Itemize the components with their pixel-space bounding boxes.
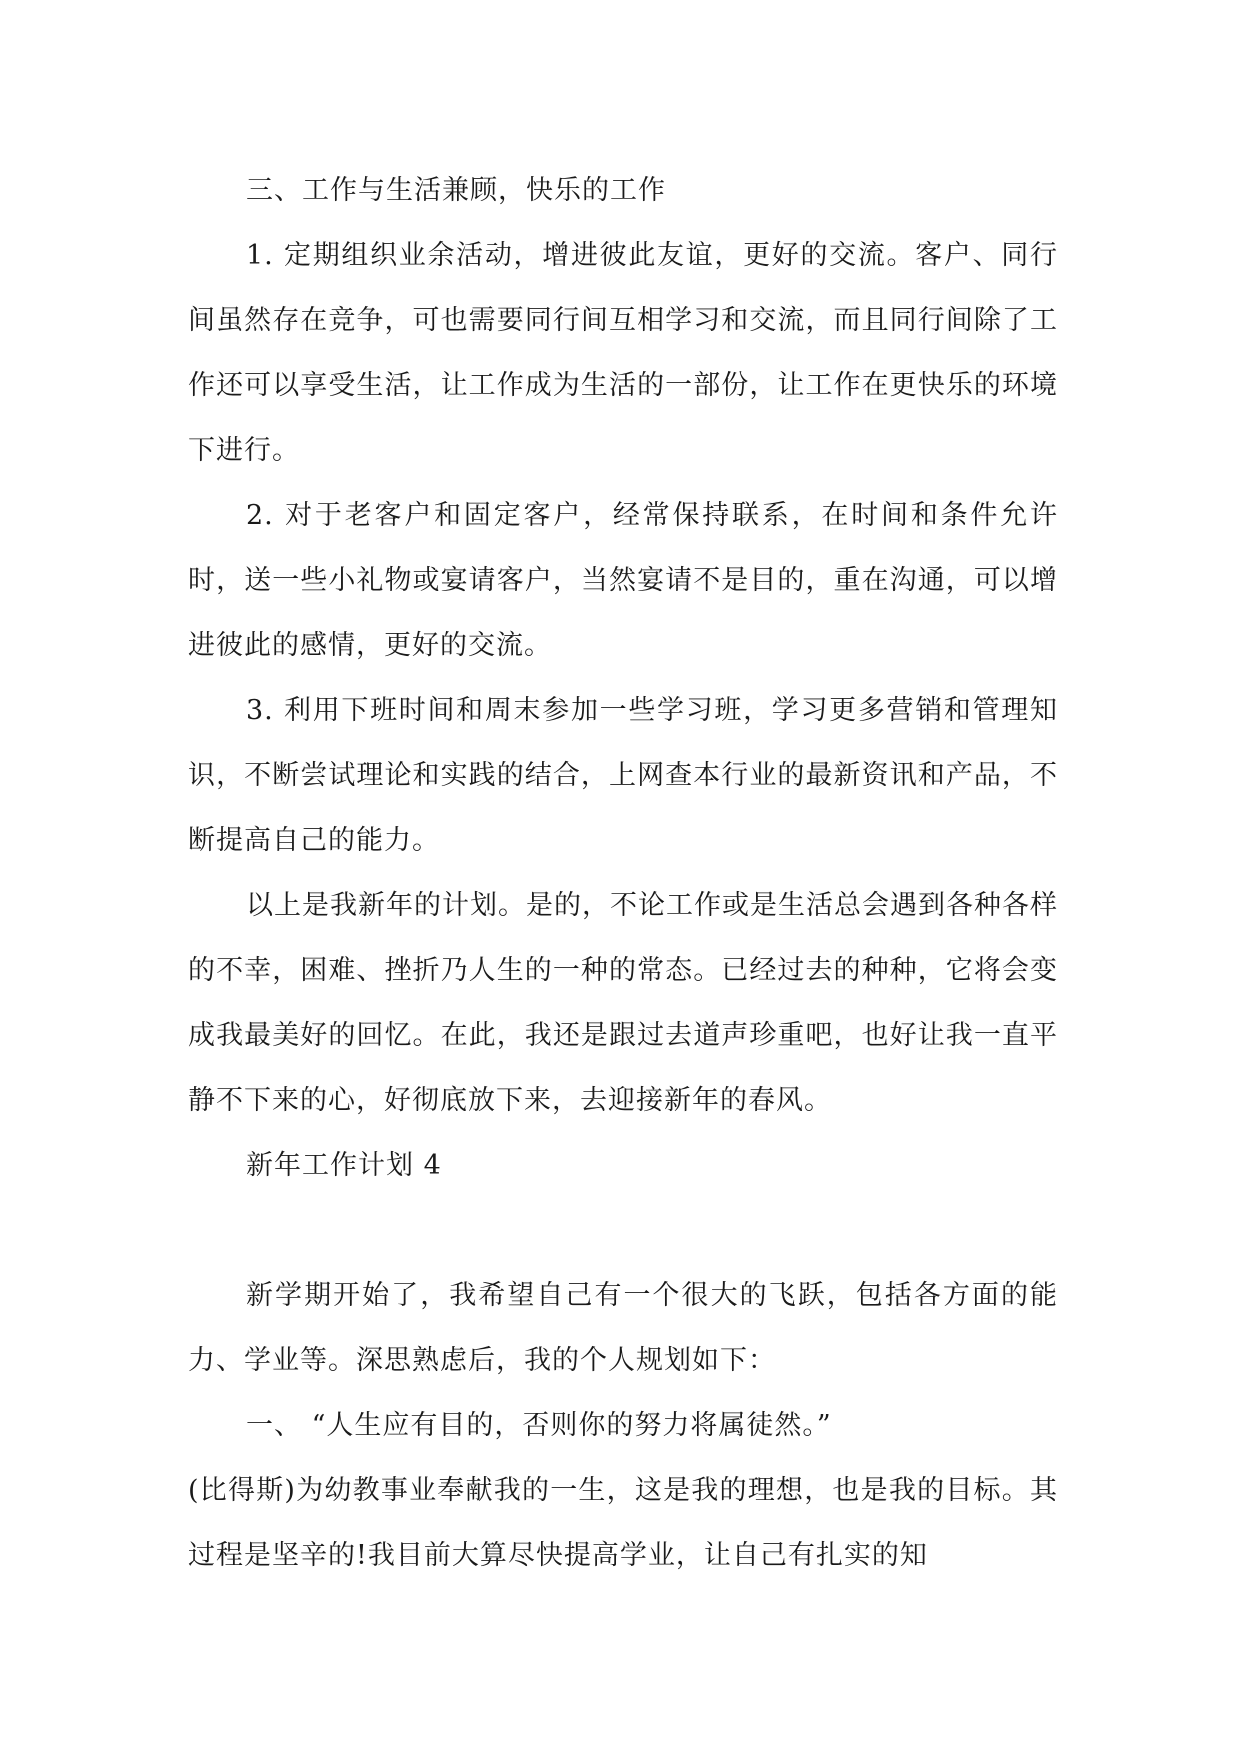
section-heading-work-life: 三、工作与生活兼顾，快乐的工作 — [246, 175, 666, 206]
paragraph-intro: 新学期开始了，我希望自己有一个很大的飞跃，包括各方面的能力、学业等。深思熟虑后，我的个人规划如下： — [188, 1280, 1058, 1376]
paragraph-goal: (比得斯)为幼教事业奉献我的一生，这是我的理想，也是我的目标。其过程是坚辛的!我目前大算尽快提高学业，让自己有扎实的知 — [188, 1475, 1058, 1571]
section-title-plan-4: 新年工作计划 4 — [246, 1150, 442, 1181]
paragraph-item-1: 1. 定期组织业余活动，增进彼此友谊，更好的交流。客户、同行间虽然存在竞争，可也需要同行间互相学习和交流，而且同行间除了工作还可以享受生活，让工作成为生活的一部份，让工作在更快乐的环境下进行。 — [188, 240, 1058, 466]
blank-line — [188, 1198, 1058, 1263]
paragraph-item-3: 3. 利用下班时间和周末参加一些学习班，学习更多营销和管理知识，不断尝试理论和实践的结合，上网查本行业的最新资讯和产品，不断提高自己的能力。 — [188, 695, 1058, 856]
paragraph-item-2: 2. 对于老客户和固定客户，经常保持联系，在时间和条件允许时，送一些小礼物或宴请客户，当然宴请不是目的，重在沟通，可以增进彼此的感情，更好的交流。 — [188, 500, 1058, 661]
paragraph-quote: 一、 “人生应有目的，否则你的努力将属徒然。” — [246, 1410, 832, 1441]
paragraph-conclusion: 以上是我新年的计划。是的，不论工作或是生活总会遇到各种各样的不幸，困难、挫折乃人生的一种的常态。已经过去的种种，它将会变成我最美好的回忆。在此，我还是跟过去道声珍重吧，也好让我一直平静不下来的心，好彻底放下来，去迎接新年的春风。 — [188, 890, 1058, 1116]
document-body — [188, 158, 1058, 1588]
